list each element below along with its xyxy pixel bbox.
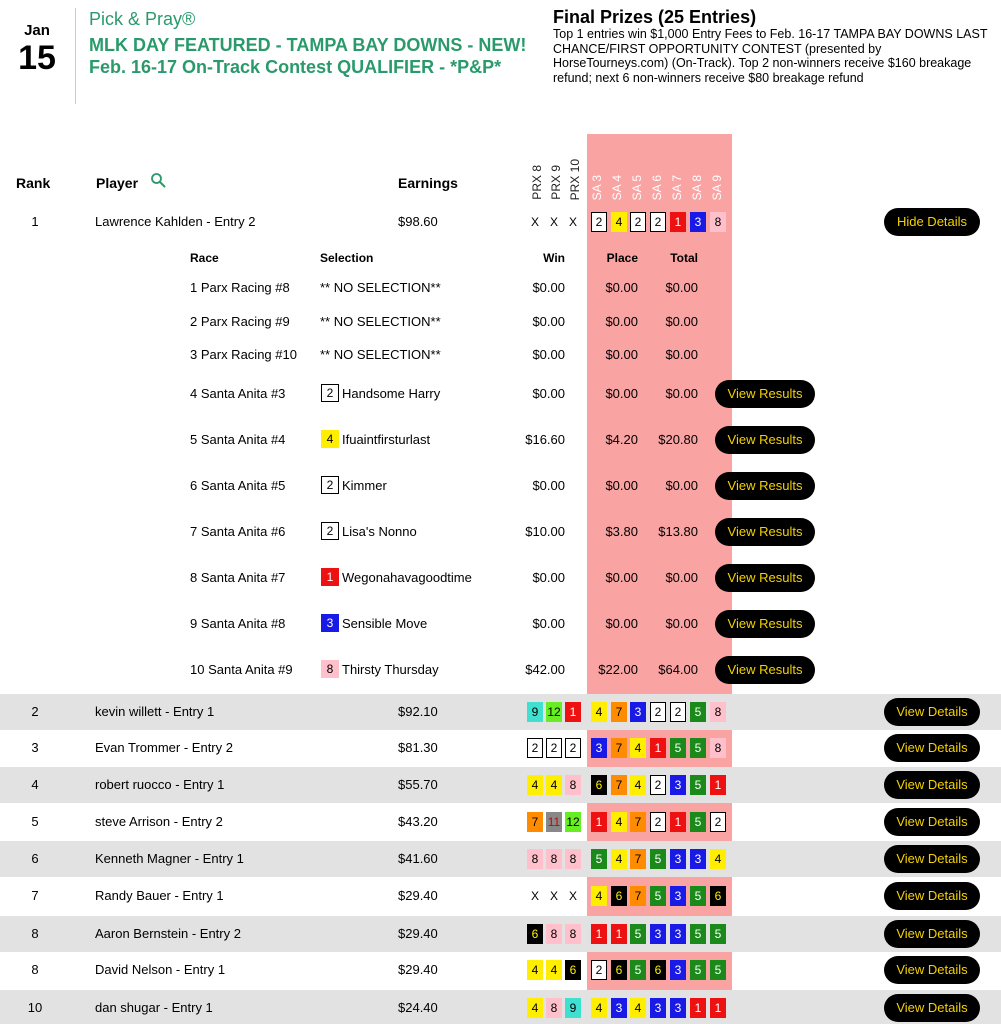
pick-badge: 6 (565, 960, 581, 980)
pick-badge: 12 (565, 812, 581, 832)
view-results-button[interactable]: View Results (715, 564, 815, 592)
player-name[interactable]: robert ruocco - Entry 1 (95, 777, 225, 792)
details-total: $0.00 (665, 280, 698, 295)
race-column-header (549, 138, 563, 200)
details-race: 8 Santa Anita #7 (190, 570, 286, 585)
player-name[interactable]: Aaron Bernstein - Entry 2 (95, 926, 241, 941)
details-win: $0.00 (532, 347, 565, 362)
player-name[interactable]: Randy Bauer - Entry 1 (95, 888, 224, 903)
leaderboard-row (0, 841, 1001, 877)
pick-badge: 6 (591, 775, 607, 795)
leaderboard-row (0, 804, 1001, 840)
earnings-value: $43.20 (398, 814, 438, 829)
pick-badge: 3 (650, 998, 666, 1018)
pick-badge: 5 (690, 812, 706, 832)
rank-value: 3 (31, 740, 39, 755)
pick-badge: 1 (710, 775, 726, 795)
details-total: $20.80 (658, 432, 698, 447)
details-win: $0.00 (532, 280, 565, 295)
view-results-button[interactable]: View Results (715, 610, 815, 638)
pick-badge: 5 (690, 775, 706, 795)
pick-badge: 4 (611, 212, 627, 232)
race-column-header (530, 138, 544, 200)
pick-badge: 11 (546, 812, 562, 832)
pick-badge: 3 (670, 960, 686, 980)
details-total: $0.00 (665, 314, 698, 329)
race-column-label: PRX 10 (568, 158, 582, 200)
details-win: $42.00 (525, 662, 565, 677)
details-row (0, 310, 1001, 334)
pick-badge: 5 (690, 924, 706, 944)
view-details-button[interactable]: View Details (884, 734, 980, 762)
details-place: $0.00 (605, 386, 638, 401)
pick-badge: 6 (611, 886, 627, 906)
pick-badge: 4 (630, 998, 646, 1018)
pick-badge: 5 (630, 960, 646, 980)
search-icon[interactable] (150, 172, 166, 188)
view-results-button[interactable]: View Results (715, 518, 815, 546)
leaderboard-row (0, 730, 1001, 766)
pick-badge: 1 (611, 924, 627, 944)
prizes-description: Top 1 entries win $1,000 Entry Fees to Feb. 16-17 TAMPA BAY DOWNS LAST CHANCE/FIRST OPPORTUNITY CONTEST (presented by HorseTourneys.com) (On-Track). Top 2 non-winners receive $160 breakage refund; next 6 non-winners receive $80 breakage refund (553, 27, 988, 85)
pick-badge: 2 (591, 960, 607, 980)
pick-badge: 6 (527, 924, 543, 944)
race-column-label: SA 7 (670, 174, 684, 200)
pick-badge: 1 (710, 998, 726, 1018)
pick-badge: 3 (670, 924, 686, 944)
pick-badge: X (568, 215, 577, 229)
details-race: 2 Parx Racing #9 (190, 314, 290, 329)
leaderboard-row (0, 952, 1001, 988)
selection-horse-name: ** NO SELECTION** (320, 280, 441, 295)
pick-badge: 2 (565, 738, 581, 758)
selection-number-badge: 4 (321, 430, 339, 448)
pick-badge: 2 (527, 738, 543, 758)
details-win: $0.00 (532, 570, 565, 585)
details-place: $0.00 (605, 314, 638, 329)
race-column-header (610, 138, 624, 200)
pick-badge: 4 (591, 886, 607, 906)
view-details-button[interactable]: View Details (884, 771, 980, 799)
details-total: $0.00 (665, 616, 698, 631)
view-details-button[interactable]: View Details (884, 808, 980, 836)
selection-horse-name: Wegonahavagoodtime (342, 570, 472, 585)
leaderboard-row (0, 990, 1001, 1024)
details-row (0, 658, 1001, 682)
contest-brand: Pick & Pray® (89, 9, 196, 29)
pick-badge: 4 (611, 849, 627, 869)
earnings-value: $81.30 (398, 740, 438, 755)
details-row (0, 566, 1001, 590)
pick-badge: 4 (546, 775, 562, 795)
details-total: $0.00 (665, 478, 698, 493)
pick-badge: 8 (565, 775, 581, 795)
details-row (0, 520, 1001, 544)
pick-badge: 9 (565, 998, 581, 1018)
details-place: $0.00 (605, 347, 638, 362)
race-column-label: PRX 8 (530, 165, 544, 200)
pick-badge: 5 (690, 960, 706, 980)
pick-badge: 2 (670, 702, 686, 722)
details-race: 3 Parx Racing #10 (190, 347, 297, 362)
pick-badge: 7 (611, 738, 627, 758)
pick-badge: 2 (591, 212, 607, 232)
leaderboard-row (0, 767, 1001, 803)
pick-badge: 5 (710, 960, 726, 980)
earnings-column-header: Earnings (398, 175, 458, 191)
view-details-button[interactable]: View Details (884, 994, 980, 1022)
details-race: 6 Santa Anita #5 (190, 478, 286, 493)
pick-badge: 8 (546, 924, 562, 944)
pick-badge: 7 (630, 812, 646, 832)
race-column-header (568, 138, 582, 200)
rank-value: 4 (31, 777, 39, 792)
pick-badge: 4 (546, 960, 562, 980)
race-column-label: SA 4 (610, 174, 624, 200)
details-place: $0.00 (605, 570, 638, 585)
race-column-label: PRX 9 (549, 165, 563, 200)
details-row (0, 474, 1001, 498)
pick-badge: 3 (630, 702, 646, 722)
details-total: $0.00 (665, 570, 698, 585)
details-win: $10.00 (525, 524, 565, 539)
pick-badge: 3 (650, 924, 666, 944)
pick-badge: 9 (527, 702, 543, 722)
earnings-value: $92.10 (398, 704, 438, 719)
pick-badge: 2 (710, 812, 726, 832)
pick-badge: 3 (670, 849, 686, 869)
selection-horse-name: ** NO SELECTION** (320, 347, 441, 362)
pick-badge: 4 (591, 702, 607, 722)
pick-badge: 4 (611, 812, 627, 832)
pick-badge: X (530, 215, 539, 229)
view-results-button[interactable]: View Results (715, 656, 815, 684)
pick-badge: 12 (546, 702, 562, 722)
pick-badge: 6 (650, 960, 666, 980)
race-column-label: SA 6 (650, 174, 664, 200)
selection-horse-name: Ifuaintfirsturlast (342, 432, 431, 447)
view-results-button[interactable]: View Results (715, 426, 815, 454)
pick-badge: 4 (710, 849, 726, 869)
race-column-label: SA 8 (690, 174, 704, 200)
pick-badge: 7 (611, 702, 627, 722)
pick-badge: 2 (546, 738, 562, 758)
details-win: $0.00 (532, 314, 565, 329)
pick-badge: 7 (630, 849, 646, 869)
pick-badge: 8 (546, 849, 562, 869)
selection-horse-name: Lisa's Nonno (342, 524, 417, 539)
details-selection-header: Selection (320, 251, 374, 265)
race-column-label: SA 5 (630, 174, 644, 200)
details-total: $0.00 (665, 386, 698, 401)
pick-badge: 8 (710, 212, 726, 232)
rank-value: 8 (31, 926, 39, 941)
pick-badge: X (549, 889, 558, 903)
pick-badge: 1 (591, 812, 607, 832)
race-column-label: SA 9 (710, 174, 724, 200)
player-name[interactable]: steve Arrison - Entry 2 (95, 814, 223, 829)
pick-badge: X (530, 889, 539, 903)
pick-badge: 5 (650, 849, 666, 869)
view-details-button[interactable]: View Details (884, 920, 980, 948)
selection-number-badge: 1 (321, 568, 339, 586)
leaderboard-row (0, 204, 1001, 240)
selection-number-badge: 3 (321, 614, 339, 632)
pick-badge: 1 (565, 702, 581, 722)
pick-badge: 2 (630, 212, 646, 232)
race-column-header (710, 138, 724, 200)
race-column-label: SA 3 (590, 174, 604, 200)
pick-badge: 2 (650, 212, 666, 232)
pick-badge: 3 (670, 886, 686, 906)
rank-value: 10 (27, 1000, 43, 1015)
player-name[interactable]: Kenneth Magner - Entry 1 (95, 851, 244, 866)
pick-badge: 1 (650, 738, 666, 758)
pick-badge: 5 (690, 738, 706, 758)
pick-badge: 3 (591, 738, 607, 758)
view-details-button[interactable]: View Details (884, 882, 980, 910)
race-column-header (670, 138, 684, 200)
rank-value: 2 (31, 704, 39, 719)
pick-badge: 4 (527, 960, 543, 980)
header-divider (75, 8, 76, 104)
earnings-value: $98.60 (398, 214, 438, 229)
player-column-header: Player (96, 175, 139, 191)
pick-badge: 2 (650, 812, 666, 832)
pick-badge: 5 (710, 924, 726, 944)
pick-badge: 8 (527, 849, 543, 869)
pick-badge: 2 (650, 702, 666, 722)
pick-badge: 8 (565, 924, 581, 944)
pick-badge: 4 (527, 775, 543, 795)
details-place: $0.00 (605, 478, 638, 493)
pick-badge: X (568, 889, 577, 903)
pick-badge: X (549, 215, 558, 229)
details-place: $3.80 (605, 524, 638, 539)
leaderboard-row (0, 878, 1001, 914)
pick-badge: 1 (690, 998, 706, 1018)
rank-column-header: Rank (16, 175, 51, 191)
view-results-button[interactable]: View Results (715, 380, 815, 408)
rank-value: 5 (31, 814, 39, 829)
selection-number-badge: 2 (321, 476, 339, 494)
details-win: $16.60 (525, 432, 565, 447)
pick-badge: 3 (690, 212, 706, 232)
pick-badge: 5 (630, 924, 646, 944)
details-row (0, 276, 1001, 300)
selection-horse-name: Sensible Move (342, 616, 428, 631)
pick-badge: 8 (710, 738, 726, 758)
details-place: $0.00 (605, 616, 638, 631)
date-month: Jan (24, 22, 50, 39)
pick-badge: 4 (591, 998, 607, 1018)
pick-badge: 5 (591, 849, 607, 869)
race-column-header (630, 138, 644, 200)
race-column-header (650, 138, 664, 200)
race-column-header (590, 138, 604, 200)
view-details-button[interactable]: View Details (884, 845, 980, 873)
pick-badge: 1 (591, 924, 607, 944)
pick-badge: 1 (670, 812, 686, 832)
pick-badge: 7 (611, 775, 627, 795)
details-race: 10 Santa Anita #9 (190, 662, 293, 677)
earnings-value: $29.40 (398, 926, 438, 941)
prizes-title: Final Prizes (25 Entries) (553, 7, 757, 27)
pick-badge: 1 (670, 212, 686, 232)
earnings-value: $24.40 (398, 1000, 438, 1015)
details-win: $0.00 (532, 478, 565, 493)
details-total: $64.00 (658, 662, 698, 677)
details-race: 1 Parx Racing #8 (190, 280, 290, 295)
pick-badge: 7 (630, 886, 646, 906)
rank-value: 8 (31, 962, 39, 977)
selection-horse-name: Thirsty Thursday (342, 662, 439, 677)
details-place-header: Place (606, 251, 638, 265)
pick-badge: 4 (630, 738, 646, 758)
details-row (0, 428, 1001, 452)
view-details-button[interactable]: View Details (884, 956, 980, 984)
contest-date (8, 22, 66, 76)
details-row (0, 382, 1001, 406)
earnings-value: $29.40 (398, 888, 438, 903)
leaderboard-row (0, 916, 1001, 952)
selection-horse-name: Handsome Harry (342, 386, 441, 401)
details-win: $0.00 (532, 386, 565, 401)
details-row (0, 612, 1001, 636)
player-name[interactable]: Evan Trommer - Entry 2 (95, 740, 233, 755)
race-column-header (690, 138, 704, 200)
pick-badge: 5 (690, 702, 706, 722)
pick-badge: 5 (690, 886, 706, 906)
pick-badge: 6 (611, 960, 627, 980)
earnings-value: $41.60 (398, 851, 438, 866)
rank-value: 1 (31, 214, 39, 229)
contest-header (0, 0, 1001, 130)
selection-horse-name: ** NO SELECTION** (320, 314, 441, 329)
pick-badge: 8 (710, 702, 726, 722)
pick-badge: 4 (630, 775, 646, 795)
selection-number-badge: 2 (321, 384, 339, 402)
pick-badge: 8 (546, 998, 562, 1018)
selection-number-badge: 8 (321, 660, 339, 678)
pick-badge: 3 (690, 849, 706, 869)
contest-title[interactable]: MLK DAY FEATURED - TAMPA BAY DOWNS - NEW! Feb. 16-17 On-Track Contest QUALIFIER - *P&P* (89, 35, 527, 77)
details-race: 9 Santa Anita #8 (190, 616, 286, 631)
player-name[interactable]: David Nelson - Entry 1 (95, 962, 226, 977)
pick-badge: 3 (670, 775, 686, 795)
rank-value: 7 (31, 888, 39, 903)
details-win-header: Win (543, 251, 565, 265)
details-place: $0.00 (605, 280, 638, 295)
pick-badge: 5 (650, 886, 666, 906)
pick-badge: 5 (670, 738, 686, 758)
hide-details-button[interactable]: Hide Details (884, 208, 980, 236)
player-name[interactable]: kevin willett - Entry 1 (95, 704, 215, 719)
pick-badge: 4 (527, 998, 543, 1018)
player-name[interactable]: dan shugar - Entry 1 (95, 1000, 213, 1015)
details-total-header: Total (670, 251, 698, 265)
pick-badge: 2 (650, 775, 666, 795)
details-race: 5 Santa Anita #4 (190, 432, 286, 447)
pick-badge: 3 (611, 998, 627, 1018)
details-place: $22.00 (598, 662, 638, 677)
details-race: 4 Santa Anita #3 (190, 386, 286, 401)
details-race: 7 Santa Anita #6 (190, 524, 286, 539)
selection-horse-name: Kimmer (342, 478, 387, 493)
details-row (0, 343, 1001, 367)
pick-badge: 8 (565, 849, 581, 869)
pick-badge: 6 (710, 886, 726, 906)
date-day: 15 (18, 39, 56, 77)
view-details-button[interactable]: View Details (884, 698, 980, 726)
details-win: $0.00 (532, 616, 565, 631)
pick-badge: 7 (527, 812, 543, 832)
player-name[interactable]: Lawrence Kahlden - Entry 2 (95, 214, 256, 229)
details-total: $0.00 (665, 347, 698, 362)
leaderboard-row (0, 694, 1001, 730)
view-results-button[interactable]: View Results (715, 472, 815, 500)
pick-badge: 3 (670, 998, 686, 1018)
details-total: $13.80 (658, 524, 698, 539)
rank-value: 6 (31, 851, 39, 866)
selection-number-badge: 2 (321, 522, 339, 540)
earnings-value: $29.40 (398, 962, 438, 977)
details-place: $4.20 (605, 432, 638, 447)
earnings-value: $55.70 (398, 777, 438, 792)
details-race-header: Race (190, 251, 219, 265)
